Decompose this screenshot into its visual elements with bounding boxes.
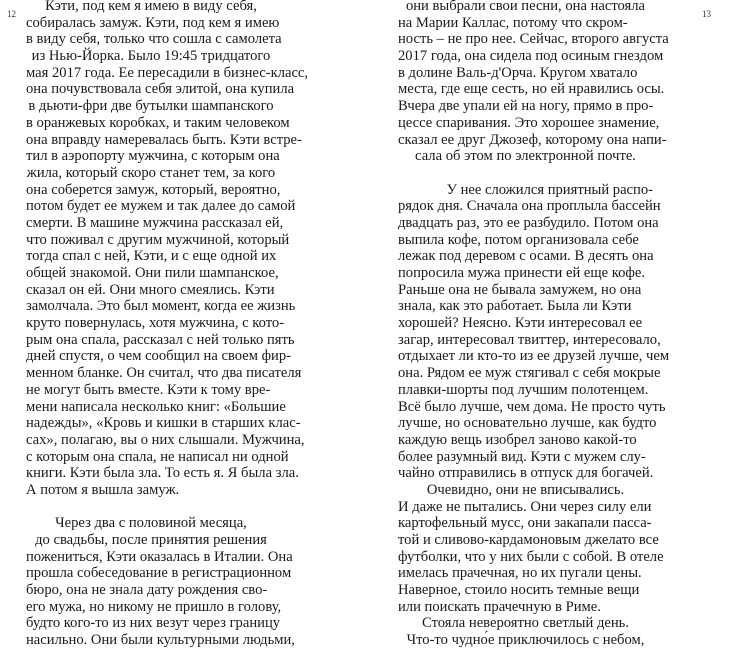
text-line: картофельный мусс, они закапали пасса- [398, 515, 652, 532]
text-line: ность – не про нее. Сейчас, второго августа [398, 31, 669, 48]
text-line: книги. Кэти была зла. То есть я. Я была зла. [26, 465, 299, 482]
text-line: Раньше она не бывала замужем, но она [398, 281, 642, 298]
text-line: круто повернулась, хотя мужчина, с кото- [26, 315, 285, 332]
text-line: двадцать раз, это ее разбудило. Потом она [398, 214, 659, 231]
text-line: она почувствовала себя элитой, она купила [26, 81, 295, 98]
page-number-left: 12 [7, 9, 16, 19]
text-line: каждую вещь изобрел заново какой-то [398, 431, 637, 448]
paragraph-gap [398, 165, 653, 182]
text-line: плавки-шорты под лучшим полотенцем. [398, 381, 649, 398]
text-line: она вправду намеревалась быть. Кэти встре- [26, 131, 302, 148]
text-line: рым она спала, рассказал с ней только пять [26, 331, 295, 348]
text-line: или поискать прачечную в Риме. [398, 598, 601, 615]
text-line: лучше, но основательно лучше, как будто [398, 415, 657, 432]
text-line: дней спустя, о чем сообщил на своем фир- [26, 348, 292, 365]
text-line: она. Рядом ее муж стягивал с себя мокрые [398, 365, 661, 382]
text-line: до свадьбы, после принятия решения [35, 532, 267, 548]
text-line: собиралась замуж. Кэти, под кем я имею [26, 14, 280, 31]
text-line: Что-то чудно́е приключилось с небом, [406, 632, 645, 649]
text-line: они выбрали свои песни, она настояла [405, 0, 646, 14]
text-line: сах», полагаю, вы о них слышали. Мужчина, [26, 431, 305, 448]
text-line: тогда спал с ней, Кэти, и с еще одной их [26, 248, 277, 265]
text-line: А потом я вышла замуж. [26, 481, 180, 498]
text-line: она соберется замуж, который, вероятно, [26, 181, 281, 198]
text-line: общей знакомой. Они пили шампанское, [26, 265, 279, 281]
text-line: загар, интересовал твиттер, интересовало, [398, 331, 661, 348]
text-line: выпила кофе, потом организовала себе [398, 231, 639, 248]
text-line: на Марии Каллас, потому что скром- [398, 14, 628, 31]
right-page-text [398, 0, 670, 649]
text-line: менном бланке. Он считал, что два писателя [26, 365, 302, 382]
text-line: в оранжевых коробках, и таким человеком [26, 114, 290, 131]
text-line: смерти. В машине мужчина рассказал ей, [26, 214, 284, 231]
text-line: той и сливово-кардамоновым джелато все [398, 532, 659, 548]
text-line: сала об этом по электронной почте. [415, 148, 636, 165]
text-line: сказал он ей. Они много смеялись. Кэти [26, 281, 275, 298]
text-line: более разумный вид. Кэти с мужем слу- [398, 448, 646, 465]
text-line: рядок дня. Сначала она проплыла бассейн [398, 198, 661, 215]
text-line: не могут быть вместе. Кэти к тому вре- [26, 381, 271, 398]
text-line: в виду себя, только что сошла с самолета [26, 31, 282, 48]
text-line: тил в аэропорту мужчина, с которым она [26, 148, 280, 165]
text-line: замолчала. Это был момент, когда ее жизнь [26, 298, 296, 315]
text-line: И даже не пытались. Они через силу ели [398, 498, 652, 515]
text-line: знала, как это работает. Была ли Кэти [398, 298, 632, 315]
text-line: с которым она спала, не написал ни одной [26, 448, 289, 465]
text-line: надежды», «Кровь и кишки в старших клас- [26, 415, 301, 432]
text-line: в долине Валь-д'Орча. Кругом хватало [398, 64, 638, 81]
text-line: его мужа, но никому не пришло в голову, [26, 598, 282, 615]
text-line: Вчера две упали ей на ногу, прямо в про- [398, 98, 654, 115]
text-line: будто кого-то из них везут через границу [26, 615, 281, 632]
text-line: отдыхает ли кто-то из ее друзей лучше, чем [398, 348, 670, 365]
text-line: У нее сложился приятный распо- [446, 181, 653, 198]
text-line: бюро, она не знала дату рождения сво- [26, 582, 268, 599]
text-line: насильно. Они были культурными людьми, [26, 632, 295, 649]
text-line: Наверное, стоило носить темные вещи [398, 582, 640, 599]
text-line: лежак под деревом с осами. В десять она [398, 248, 654, 265]
text-line: хорошей? Неясно. Кэти интересовал ее [398, 315, 643, 332]
text-line: Всё было лучше, чем дома. Не просто чуть [398, 398, 666, 415]
text-line: места, где еще сесть, но ей нравились осы. [398, 81, 665, 98]
text-line: что поживал с другим мужчиной, который [26, 231, 290, 248]
text-line: имелась прачечная, но их пугали цены. [398, 565, 642, 582]
left-page-text [26, 0, 309, 649]
text-line: жила, который скоро станет тем, за кого [26, 164, 276, 181]
paragraph-gap [26, 499, 276, 516]
text-line: мая 2017 года. Ее пересадили в бизнес-класс, [26, 64, 309, 81]
text-line: чайно отправились в отпуск для богачей. [398, 465, 654, 482]
text-line: Кэти, под кем я имею в виду себя, [45, 0, 257, 14]
text-line: из Нью-Йорка. Было 19:45 тридцатого [31, 48, 271, 65]
text-line: сказал ее друг Джозеф, которому она напи- [398, 131, 667, 148]
text-line: Стояла невероятно светлый день. [422, 615, 629, 632]
text-line: мени написала несколько книг: «Большие [26, 398, 286, 415]
text-line: в дьюти-фри две бутылки шампанского [28, 98, 274, 115]
text-line: цессе спаривания. Это хорошее знамение, [398, 114, 660, 131]
text-line: футболки, что у них были с собой. В отеле [398, 548, 664, 565]
text-line: Очевидно, они не вписывались. [426, 481, 625, 498]
text-line: Через два с половиной месяца, [55, 515, 247, 532]
text-line: попросила мужа принести ей еще кофе. [398, 265, 646, 281]
text-line: прошла собеседование в регистрационном [26, 565, 292, 582]
text-line: пожениться, Кэти оказалась в Италии. Она [26, 548, 293, 565]
text-line: потом будет ее мужем и так далее до самой [26, 198, 296, 215]
text-line: 2017 года, она сидела под осиным гнездом [398, 48, 664, 65]
page-number-right: 13 [702, 9, 711, 19]
